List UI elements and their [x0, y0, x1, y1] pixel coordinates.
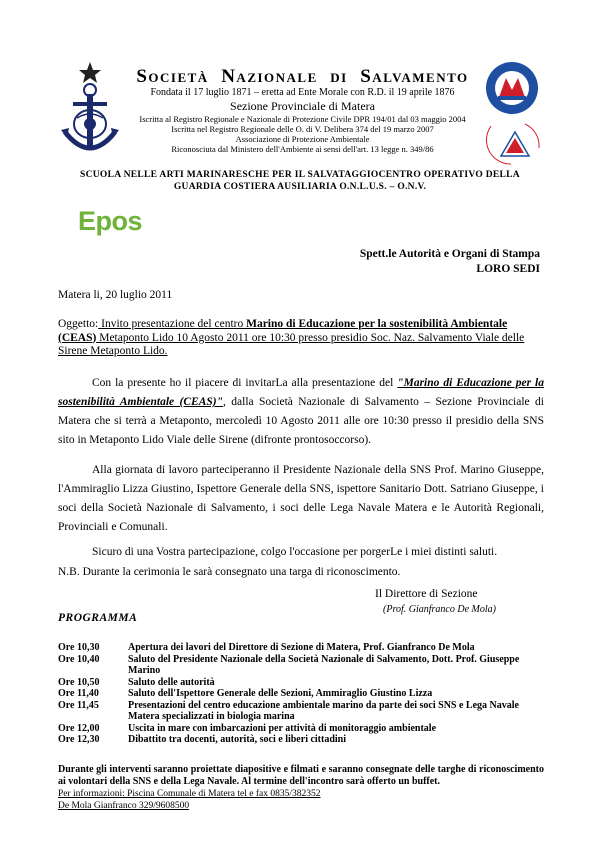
registry-line-2: Iscritta nel Registro Regionale delle O. di V. Delibera 374 del 19 marzo 2007 — [171, 124, 434, 134]
addressee-line-1: Spett.le Autorità e Organi di Stampa — [359, 248, 540, 260]
programma-heading: PROGRAMMA — [58, 612, 138, 624]
body-paragraph-2: Alla giornata di lavoro parteciperanno il Presidente Nazionale della SNS Prof. Marino Giuseppe, l'Ammiraglio Lizza Giustino, Ispettore Generale della SNS, ispettore Sanitario Dott. Satriano Giuseppe, i soci della Società Nazionale di Salvamento, i soci delle Lega Navale Matera e le Autorità Regionali, Provinciali e Comunali. — [58, 464, 544, 533]
body-p1-emphasis: "Marino di Educazione per la sostenibilità Ambientale (CEAS)" — [58, 377, 544, 408]
body-paragraph-3: Sicuro di una Vostra partecipazione, colgo l'occasione per porgerLe i miei distinti saluti. — [92, 546, 498, 558]
footer-contact: De Mola Gianfranco 329/9608500 — [58, 801, 190, 811]
school-line-2: GUARDIA COSTIERA AUSILIARIA O.N.L.U.S. – O.N.V. — [173, 182, 427, 192]
programma-time: Ore 11,40 — [58, 688, 99, 699]
programma-desc: Saluto dell'Ispettore Generale delle Sezioni, Ammiraglio Giustino Lizza — [128, 688, 433, 699]
programma-desc: Uscita in mare con imbarcazioni per attività di monitoraggio ambientale — [128, 722, 437, 734]
title-word: Nazionale — [221, 66, 318, 87]
guardia-costiera-badge — [484, 60, 540, 116]
organization-title — [130, 66, 475, 88]
programma-desc: Saluto del Presidente Nazionale della Società Nazionale di Salvamento, Dott. Prof. Giuseppe Marino — [128, 653, 520, 676]
school-heading — [40, 169, 560, 193]
programma-item — [58, 734, 548, 746]
programma-time: Ore 12,00 — [58, 722, 100, 734]
foundation-line: Fondata il 17 luglio 1871 – eretta ad Ente Morale con R.D. il 19 aprile 1876 — [150, 87, 455, 98]
programma-time: Ore 10,50 — [58, 676, 100, 688]
programma-time: Ore 10,30 — [58, 642, 100, 653]
addressee — [360, 247, 540, 277]
school-line-1: SCUOLA NELLE ARTI MARINARESCHE PER IL SALVATAGGIOCENTRO OPERATIVO DELLA — [80, 170, 520, 180]
programma-item — [58, 642, 548, 654]
programma-desc: Saluto delle autorità — [128, 676, 215, 688]
programma-list — [58, 642, 548, 746]
programma-time: Ore 12,30 — [58, 734, 100, 745]
programma-item — [58, 688, 548, 700]
signature-block — [375, 587, 496, 617]
programma-item — [58, 654, 548, 677]
subject-details: Metaponto Lido 10 Agosto 2011 ore 10:30 presso presidio Soc. Naz. Salvamento Viale delle Sirene Metaponto Lido. — [58, 331, 525, 357]
body-paragraph-4: N.B. Durante la cerimonia le sarà consegnato una targa di riconoscimento. — [58, 566, 401, 578]
programma-desc: Apertura dei lavori del Direttore di Sezione di Matera, Prof. Gianfranco De Mola — [128, 642, 475, 653]
subject-text: Invito presentazione del centro — [98, 318, 247, 330]
programma-desc: Presentazioni del centro educazione ambientale marino da parte dei soci SNS e Lega Navale Matera specializzati in biologia marina — [128, 699, 519, 722]
title-word: Società — [136, 66, 209, 87]
sezione-line: Sezione Provinciale di Matera — [230, 99, 375, 113]
registry-line-4: Riconosciuta dal Ministero dell'Ambiente ai sensi dell'art. 13 legge n. 349/86 — [171, 144, 434, 154]
body-p1-intro: Con la presente ho il piacere di invitarLa alla presentazione del — [92, 377, 398, 389]
subject-label: Oggetto: — [58, 318, 99, 330]
title-word: Salvamento — [360, 66, 469, 87]
subject-emphasis: Marino di Educazione per la sostenibilità Ambientale — [246, 318, 508, 330]
programma-item — [58, 723, 548, 735]
subject-ceas: (CEAS) — [58, 331, 97, 344]
programma-time: Ore 10,40 — [58, 653, 100, 665]
signature-role: Il Direttore di Sezione — [375, 588, 478, 600]
footer-info: Per informazioni: Piscina Comunale di Matera tel e fax 0835/382352 — [58, 789, 321, 799]
registry-line-3: Associazione di Protezione Ambientale — [235, 134, 370, 144]
footer-note: Durante gli interventi saranno proiettate diapositive e filmati e saranno consegnate delle targhe di riconoscimento ai volontari della SNS e della Lega Navale. Al termine dell'incontro sarà offerto un buffet. — [58, 764, 544, 787]
programma-time: Ore 11,45 — [58, 699, 99, 711]
programma-item — [58, 677, 548, 689]
epos-logo: Epos — [78, 206, 143, 236]
subject — [58, 318, 548, 359]
programma-item — [58, 700, 548, 723]
protezione-civile-logo — [485, 118, 545, 168]
addressee-line-2: LORO SEDI — [476, 263, 540, 275]
programma-desc: Dibattito tra docenti, autorità, soci e liberi cittadini — [128, 734, 347, 745]
body-p1-rest: , dalla Società Nazionale di Salvamento – Sezione Provinciale di Matera che si terrà a Metaponto, mercoledì 10 Agosto 2011 alle ore 10:30 presso il presidio della SNS sito in Metaponto Lido Viale delle Sirene (difronte prontosoccorso). — [58, 396, 544, 446]
signature-name: (Prof. Gianfranco De Mola) — [383, 604, 496, 615]
title-word: di — [330, 66, 348, 87]
sns-anchor-logo — [55, 58, 125, 168]
registry-line-1: Iscritta al Registro Regionale e Nazionale di Protezione Civile DPR 194/01 dal 03 maggio 2004 — [139, 114, 466, 124]
letter-date: Matera li, 20 luglio 2011 — [58, 289, 173, 301]
body-paragraph-1 — [58, 374, 544, 450]
